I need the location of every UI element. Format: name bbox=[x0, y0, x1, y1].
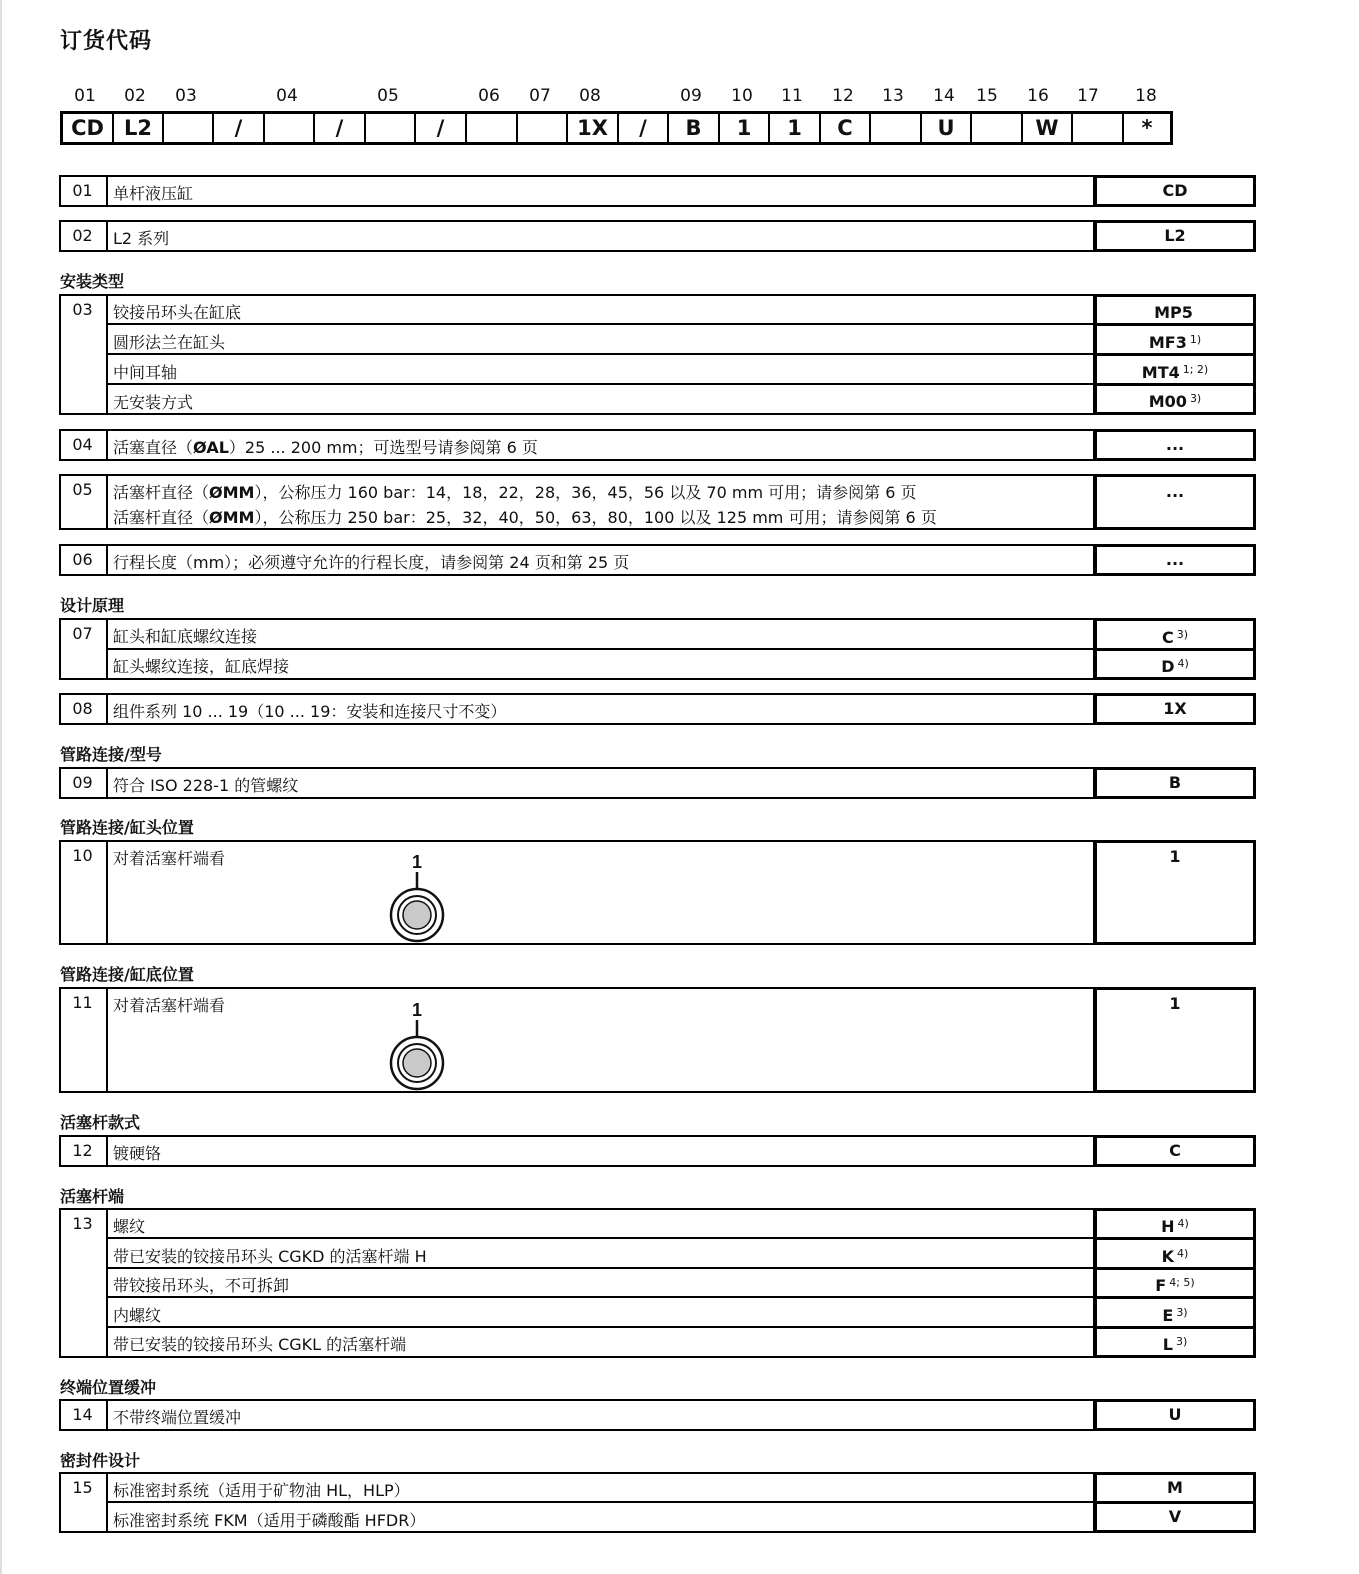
code-cell: W bbox=[1023, 114, 1073, 142]
code-pos: 15 bbox=[976, 86, 998, 106]
code-value: E $^{3)}$ bbox=[1094, 1296, 1256, 1329]
code-pos: 14 bbox=[933, 86, 955, 106]
row-09 bbox=[59, 767, 1256, 799]
row-text: 带铰接吊环头，不可拆卸 bbox=[113, 1276, 290, 1295]
code-cell: L2 bbox=[114, 114, 164, 142]
code-pos: 13 bbox=[882, 86, 904, 106]
row-number: 09 bbox=[72, 773, 93, 792]
row-14 bbox=[59, 1399, 1256, 1431]
code-value: C bbox=[1094, 1135, 1256, 1167]
row-08 bbox=[59, 693, 1256, 725]
row-text: 缸头螺纹连接，缸底焊接 bbox=[113, 657, 290, 676]
code-cell: / bbox=[619, 114, 669, 142]
code-cell: / bbox=[416, 114, 467, 142]
row-text: 标准密封系统 FKM（适用于磷酸酯 HFDR） bbox=[113, 1511, 426, 1530]
code-value: K $^{4)}$ bbox=[1094, 1237, 1256, 1270]
code-position-numbers bbox=[60, 86, 1180, 108]
row-10 bbox=[59, 840, 1256, 945]
row-text: 无安装方式 bbox=[113, 393, 194, 412]
code-pos: 17 bbox=[1077, 86, 1099, 106]
code-value: 1 bbox=[1094, 840, 1256, 945]
code-value: F $^{4; 5)}$ bbox=[1094, 1267, 1256, 1299]
row-12 bbox=[59, 1135, 1256, 1167]
row-text: 带已安装的铰接吊环头 CGKD 的活塞杆端 H bbox=[113, 1247, 427, 1266]
row-text: 活塞杆直径（ØMM），公称压力 250 bar：25，32，40，50，63，80，100 以及 125 mm 可用；请参阅第 6 页 bbox=[113, 508, 937, 527]
code-cell bbox=[164, 114, 214, 142]
section-label: 活塞杆端 bbox=[60, 1187, 125, 1206]
code-cell bbox=[871, 114, 922, 142]
row-number: 12 bbox=[72, 1141, 93, 1160]
code-cell bbox=[265, 114, 315, 142]
code-pos: 10 bbox=[731, 86, 753, 106]
page-edge bbox=[0, 0, 2, 1574]
section-label: 活塞杆款式 bbox=[60, 1113, 141, 1132]
row-text: 行程长度（mm）；必须遵守允许的行程长度，请参阅第 24 页和第 25 页 bbox=[113, 553, 630, 572]
row-number: 05 bbox=[72, 480, 93, 499]
code-value: L $^{3)}$ bbox=[1094, 1326, 1256, 1358]
row-text: L2 系列 bbox=[113, 229, 170, 248]
code-value: L2 bbox=[1094, 220, 1256, 252]
row-04 bbox=[59, 429, 1256, 461]
row-text: 活塞杆直径（ØMM），公称压力 160 bar：14，18，22，28，36，45，56 以及 70 mm 可用；请参阅第 6 页 bbox=[113, 483, 917, 502]
row-01 bbox=[59, 175, 1256, 207]
row-number: 11 bbox=[72, 993, 93, 1012]
code-value: ... bbox=[1094, 544, 1256, 576]
row-number: 01 bbox=[72, 181, 93, 200]
port-label: 1 bbox=[411, 1000, 423, 1020]
row-13 bbox=[59, 1208, 1256, 1358]
row-number: 02 bbox=[72, 226, 93, 245]
code-value: ... bbox=[1094, 429, 1256, 461]
row-text: 铰接吊环头在缸底 bbox=[113, 303, 242, 322]
section-label: 管路连接/缸底位置 bbox=[60, 965, 194, 984]
row-text: 圆形法兰在缸头 bbox=[113, 333, 226, 352]
code-cell: U bbox=[922, 114, 972, 142]
section-label: 密封件设计 bbox=[60, 1451, 141, 1470]
row-03 bbox=[59, 294, 1256, 415]
row-text: 螺纹 bbox=[113, 1217, 146, 1236]
code-value: B bbox=[1094, 767, 1256, 799]
row-number: 04 bbox=[72, 435, 93, 454]
port-label: 1 bbox=[411, 852, 423, 872]
row-text: 标准密封系统（适用于矿物油 HL，HLP） bbox=[113, 1481, 410, 1500]
page-title: 订货代码 bbox=[60, 29, 153, 54]
code-pos: 18 bbox=[1135, 86, 1157, 106]
code-value: MT4 $^{1; 2)}$ bbox=[1094, 353, 1256, 386]
code-value: U bbox=[1094, 1399, 1256, 1431]
code-cell: 1 bbox=[720, 114, 770, 142]
row-05 bbox=[59, 474, 1256, 530]
code-pos: 11 bbox=[781, 86, 803, 106]
code-pos: 06 bbox=[478, 86, 500, 106]
code-cell: CD bbox=[63, 114, 114, 142]
code-pos: 01 bbox=[74, 86, 96, 106]
section-label: 管路连接/型号 bbox=[60, 745, 162, 764]
code-pos: 16 bbox=[1027, 86, 1049, 106]
code-cell bbox=[467, 114, 518, 142]
code-value: CD bbox=[1094, 175, 1256, 207]
code-pos: 07 bbox=[529, 86, 551, 106]
code-cell: / bbox=[214, 114, 265, 142]
code-cell bbox=[1073, 114, 1124, 142]
piston-rod-icon bbox=[403, 1049, 431, 1077]
port-position-diagram bbox=[385, 996, 449, 1092]
code-cell: 1X bbox=[568, 114, 619, 142]
row-number: 10 bbox=[72, 846, 93, 865]
code-cell: * bbox=[1141, 116, 1153, 140]
row-text: 带已安装的铰接吊环头 CGKL 的活塞杆端 bbox=[113, 1335, 407, 1354]
row-number: 08 bbox=[72, 699, 93, 718]
row-number: 13 bbox=[72, 1214, 93, 1233]
row-text: 组件系列 10 ... 19（10 ... 19：安装和连接尺寸不变） bbox=[113, 702, 507, 721]
code-pos: 05 bbox=[377, 86, 399, 106]
section-label: 终端位置缓冲 bbox=[60, 1378, 157, 1397]
row-text: 对着活塞杆端看 bbox=[113, 996, 226, 1015]
row-text: 内螺纹 bbox=[113, 1306, 162, 1325]
row-02 bbox=[59, 220, 1256, 252]
section-label: 管路连接/缸头位置 bbox=[60, 818, 194, 837]
code-pos: 08 bbox=[579, 86, 601, 106]
code-cell bbox=[366, 114, 416, 142]
code-value: M bbox=[1094, 1472, 1256, 1504]
row-number: 03 bbox=[72, 300, 93, 319]
code-pos: 03 bbox=[175, 86, 197, 106]
row-15 bbox=[59, 1472, 1256, 1533]
code-cell: / bbox=[315, 114, 366, 142]
port-position-diagram bbox=[385, 848, 449, 944]
row-text: 缸头和缸底螺纹连接 bbox=[113, 627, 258, 646]
code-pos: 09 bbox=[680, 86, 702, 106]
section-label: 安装类型 bbox=[60, 272, 125, 291]
section-label: 设计原理 bbox=[60, 596, 125, 615]
code-value: H $^{4)}$ bbox=[1094, 1208, 1256, 1240]
code-value: M00 $^{3)}$ bbox=[1094, 383, 1256, 415]
piston-rod-icon bbox=[403, 901, 431, 929]
row-text: 符合 ISO 228-1 的管螺纹 bbox=[113, 776, 299, 795]
row-07 bbox=[59, 618, 1256, 680]
row-number: 06 bbox=[72, 550, 93, 569]
row-text: 单杆液压缸 bbox=[113, 184, 194, 203]
row-number: 07 bbox=[72, 624, 93, 643]
code-value: V bbox=[1094, 1501, 1256, 1533]
code-value: C $^{3)}$ bbox=[1094, 618, 1256, 651]
row-text: 镀硬铬 bbox=[113, 1144, 162, 1163]
code-pos: 12 bbox=[832, 86, 854, 106]
row-number: 14 bbox=[72, 1405, 93, 1424]
code-cell: 1 bbox=[770, 114, 821, 142]
code-value: MF3 $^{1)}$ bbox=[1094, 323, 1256, 356]
code-value: 1 bbox=[1094, 987, 1256, 1093]
row-number: 15 bbox=[72, 1478, 93, 1497]
row-text: 活塞直径（ØAL）25 ... 200 mm；可选型号请参阅第 6 页 bbox=[113, 438, 538, 457]
code-value: 1X bbox=[1094, 693, 1256, 725]
code-cell: B bbox=[669, 114, 720, 142]
code-pos: 04 bbox=[276, 86, 298, 106]
code-value: ... bbox=[1094, 474, 1256, 530]
row-11 bbox=[59, 987, 1256, 1093]
code-cell bbox=[518, 114, 568, 142]
code-value: D $^{4)}$ bbox=[1094, 648, 1256, 680]
row-06 bbox=[59, 544, 1256, 576]
order-code-strip bbox=[60, 111, 1173, 145]
code-cell: C bbox=[821, 114, 871, 142]
code-pos: 02 bbox=[124, 86, 146, 106]
row-text: 对着活塞杆端看 bbox=[113, 849, 226, 868]
row-text: 中间耳轴 bbox=[113, 363, 178, 382]
code-cell bbox=[972, 114, 1023, 142]
row-text: 不带终端位置缓冲 bbox=[113, 1408, 242, 1427]
code-value: MP5 bbox=[1094, 294, 1256, 326]
